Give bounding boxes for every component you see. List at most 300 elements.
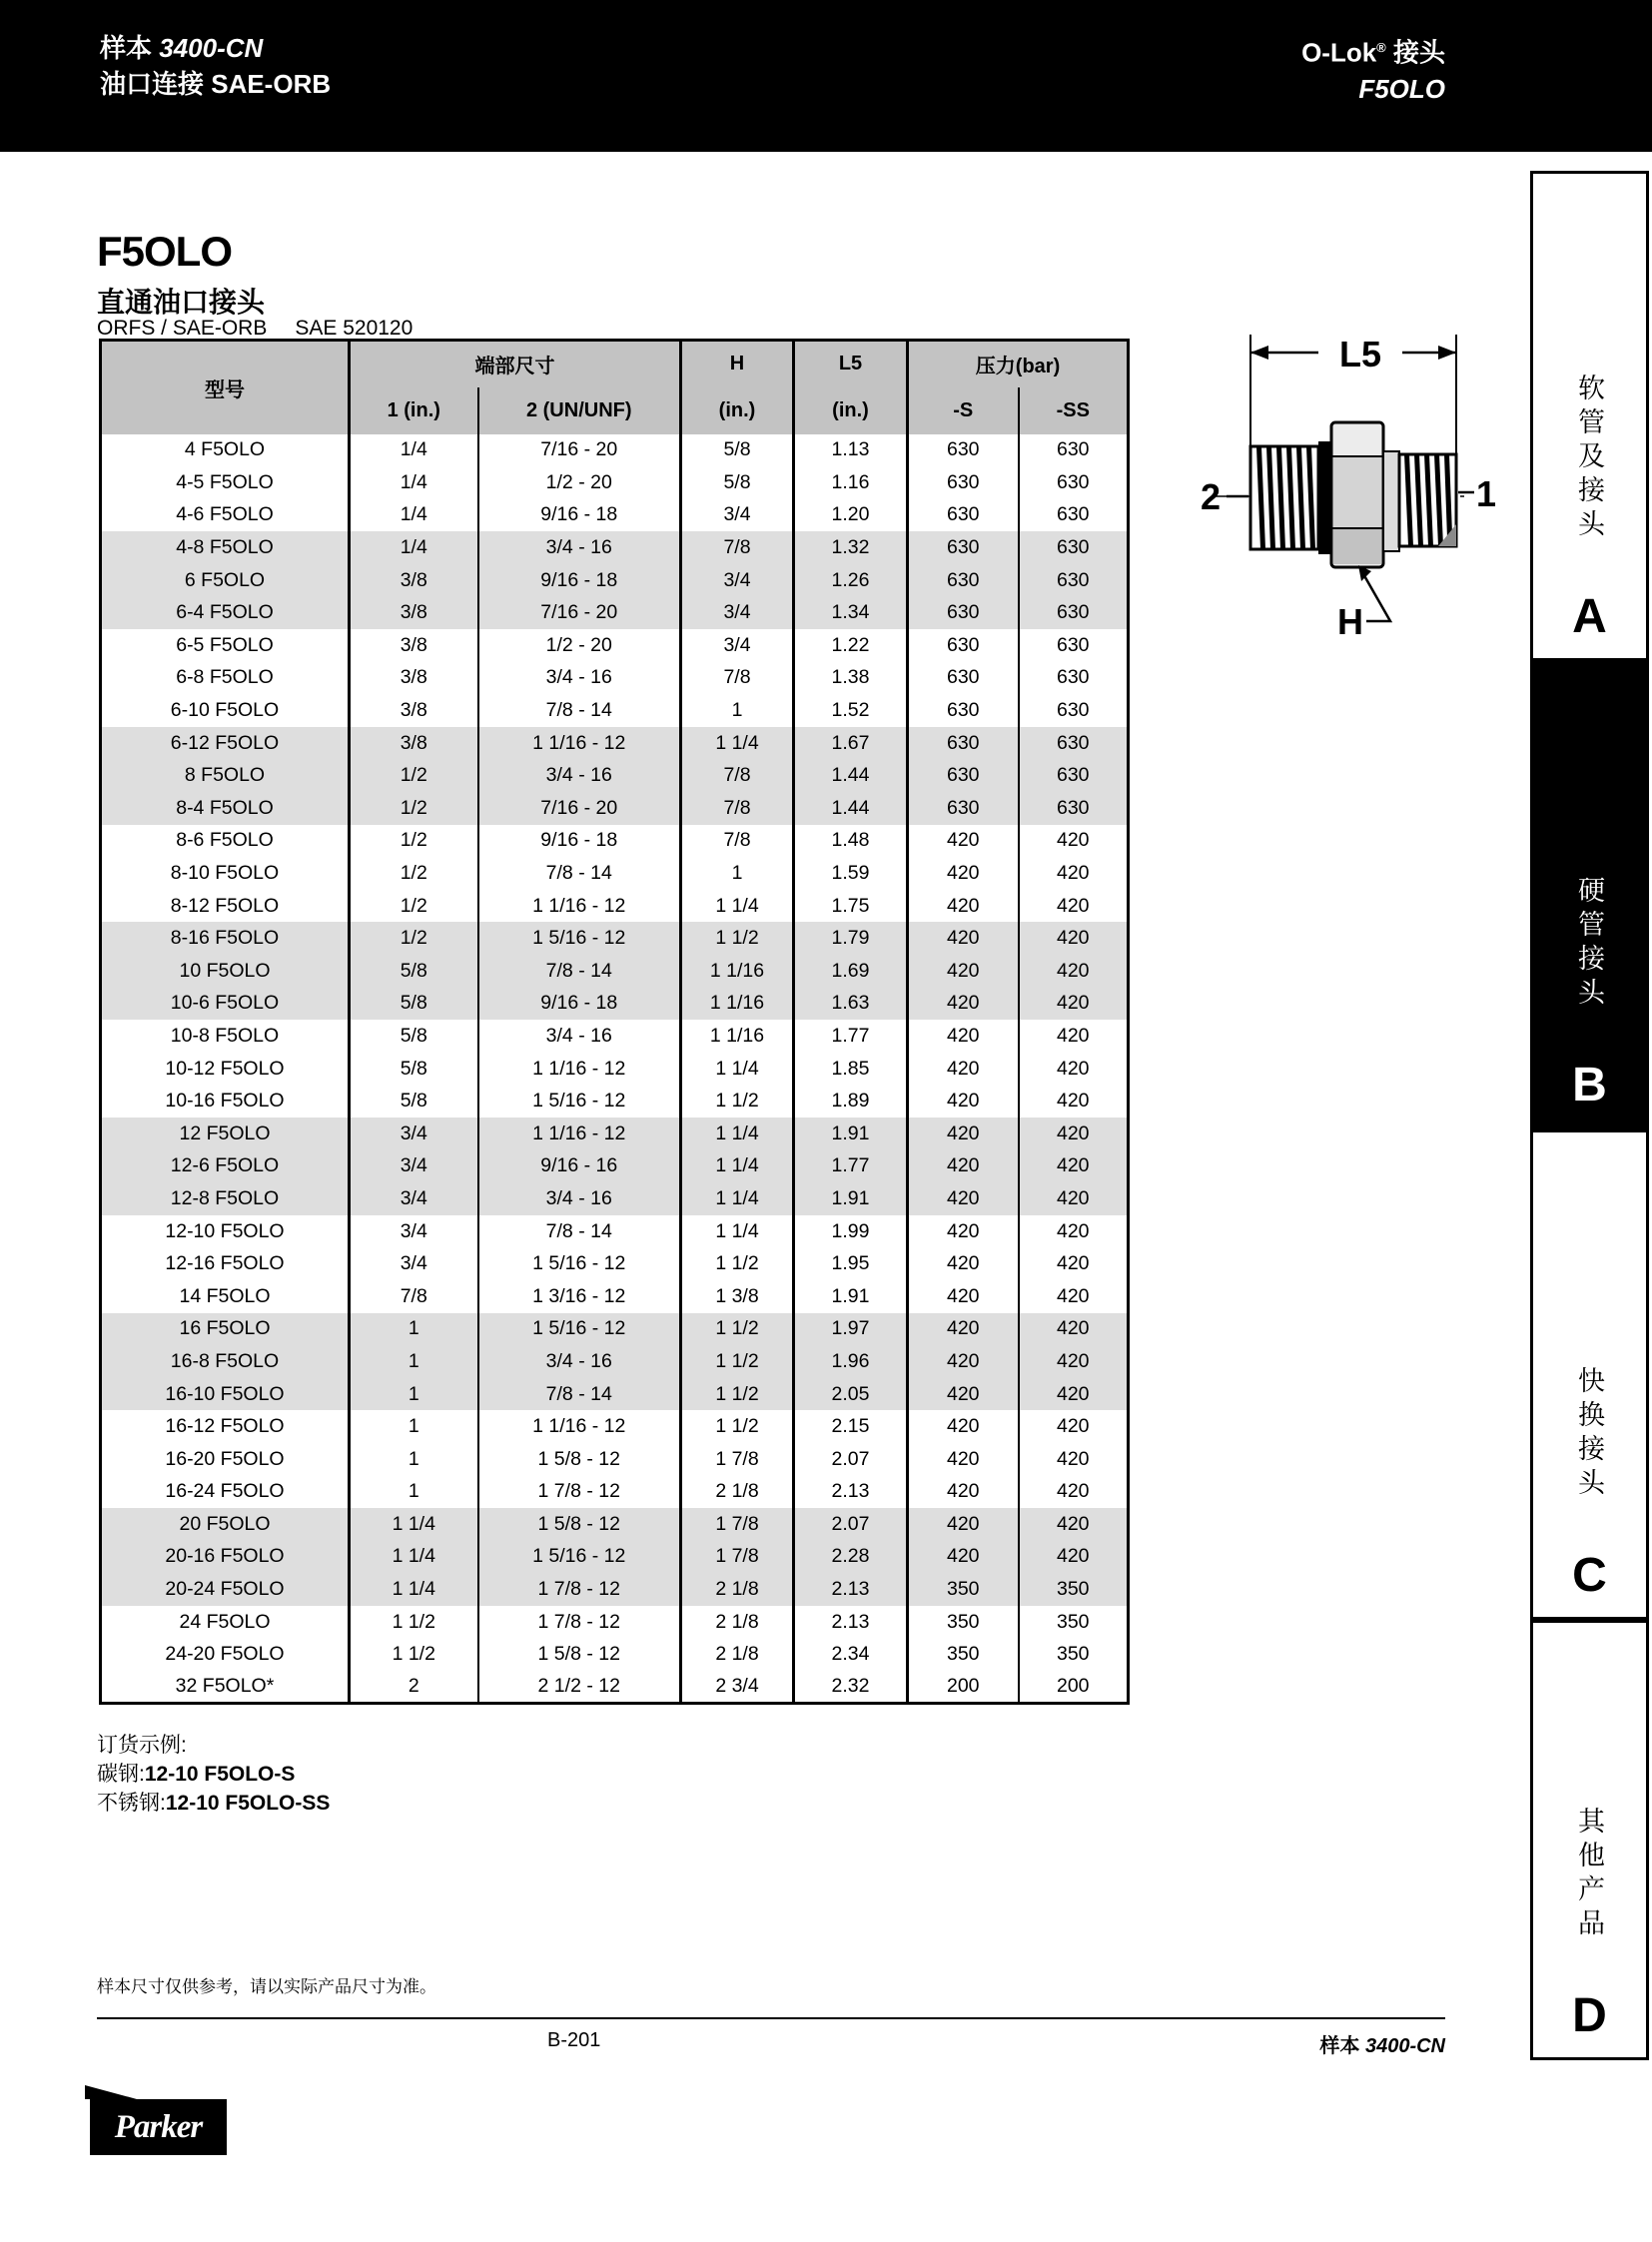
table-cell: 420 — [908, 1443, 1019, 1476]
col-header-model: 型号 — [101, 341, 350, 434]
table-cell: 1 1/2 — [681, 1247, 794, 1280]
table-row — [101, 662, 1129, 695]
table-cell: 1.44 — [794, 759, 908, 792]
table-cell: 1 1/4 — [350, 1573, 478, 1606]
table-cell: 420 — [908, 1150, 1019, 1183]
table-cell: 350 — [1019, 1638, 1129, 1671]
table-cell: 420 — [1019, 955, 1129, 988]
table-row — [101, 792, 1129, 825]
table-cell: 1 — [350, 1410, 478, 1443]
table-cell: 3/4 — [681, 596, 794, 629]
table-cell: 3/8 — [350, 596, 478, 629]
table-cell: 3/4 — [350, 1118, 478, 1150]
table-cell: 420 — [1019, 1118, 1129, 1150]
table-cell: 420 — [1019, 1020, 1129, 1053]
table-cell: 2 3/4 — [681, 1671, 794, 1704]
table-cell: 1.75 — [794, 890, 908, 923]
table-cell: 20-16 F5OLO — [101, 1541, 350, 1574]
table-cell: 6-8 F5OLO — [176, 666, 274, 689]
sidebar-tab-label: 其他产品 — [1574, 1807, 1604, 1942]
table-cell: 6-4 F5OLO — [101, 596, 350, 629]
table-cell: 1.67 — [794, 727, 908, 760]
table-cell: 3/8 — [350, 564, 478, 597]
order-example-title: 订货示例: — [97, 1734, 187, 1757]
table-cell: 420 — [1019, 1345, 1129, 1378]
table-cell: 1 7/8 - 12 — [478, 1606, 681, 1639]
table-cell: 4-8 F5OLO — [101, 531, 350, 564]
table-row — [101, 1410, 1129, 1443]
order-example-carbon — [97, 1760, 330, 1789]
table-row — [101, 1313, 1129, 1346]
table-cell: 1 1/16 — [681, 1020, 794, 1053]
page-title: F5OLO — [97, 228, 233, 275]
table-cell: 6 F5OLO — [101, 564, 350, 597]
table-cell: 3/4 — [681, 629, 794, 662]
port-1-label: 1 — [1475, 473, 1497, 514]
table-cell: 1.44 — [794, 792, 908, 825]
table-cell: 3/4 — [681, 564, 794, 597]
table-cell: 1.96 — [794, 1345, 908, 1378]
brand-line — [1301, 30, 1445, 71]
table-cell: 420 — [908, 1378, 1019, 1411]
table-cell: 20-24 F5OLO — [101, 1573, 350, 1606]
table-cell: 1/2 — [350, 825, 478, 858]
table-row — [101, 434, 1129, 467]
table-cell: 420 — [1019, 1541, 1129, 1574]
table-cell: 9/16 - 16 — [478, 1150, 681, 1183]
table-row — [101, 531, 1129, 564]
table-cell: 2.28 — [794, 1541, 908, 1574]
table-cell: 630 — [908, 466, 1019, 499]
table-cell: 2 1/8 — [681, 1638, 794, 1671]
table-cell: 1 — [350, 1476, 478, 1509]
col-header-end2: 2 (UN/UNF) — [478, 387, 681, 434]
table-cell: 9/16 - 18 — [478, 988, 681, 1021]
table-cell: 420 — [908, 890, 1019, 923]
table-cell: 1 1/2 — [681, 922, 794, 955]
table-cell: 630 — [1019, 596, 1129, 629]
table-cell: 8-16 F5OLO — [101, 922, 350, 955]
table-cell: 1 — [681, 857, 794, 890]
table-cell: 3/8 — [350, 694, 478, 727]
table-cell: 8-12 F5OLO — [170, 894, 280, 917]
table-cell: 8-6 F5OLO — [176, 829, 274, 852]
table-cell: 3/4 — [350, 1150, 478, 1183]
table-cell: 1 1/4 — [681, 1182, 794, 1215]
parker-logo-box — [90, 2099, 227, 2155]
table-cell: 5/8 — [350, 955, 478, 988]
table-cell: 1 1/16 - 12 — [478, 1410, 681, 1443]
table-row — [101, 1345, 1129, 1378]
table-cell: 420 — [908, 1410, 1019, 1443]
table-cell: 1.69 — [794, 955, 908, 988]
table-cell: 16-24 F5OLO — [165, 1480, 285, 1503]
table-row — [101, 1378, 1129, 1411]
table-cell: 1 5/8 - 12 — [478, 1508, 681, 1541]
table-cell: 9/16 - 18 — [478, 825, 681, 858]
table-cell: 16-12 F5OLO — [165, 1415, 285, 1438]
table-cell: 1 1/2 — [681, 1345, 794, 1378]
table-row — [101, 857, 1129, 890]
product-spec — [97, 317, 413, 341]
order-example — [97, 1731, 330, 1818]
table-cell: 5/8 — [350, 1053, 478, 1086]
catalog-label: 样本 — [100, 33, 153, 63]
table-cell: 1 1/2 — [681, 1410, 794, 1443]
table-cell: 1.34 — [794, 596, 908, 629]
table-cell: 420 — [1019, 1150, 1129, 1183]
table-cell: 630 — [908, 499, 1019, 532]
table-cell: 420 — [1019, 1247, 1129, 1280]
table-cell: 1.77 — [794, 1150, 908, 1183]
table-cell: 420 — [1019, 1313, 1129, 1346]
col-header-end-size: 端部尺寸 — [350, 341, 681, 387]
table-cell: 1.85 — [794, 1053, 908, 1086]
table-cell: 1/2 — [350, 759, 478, 792]
table-cell: 350 — [908, 1606, 1019, 1639]
table-cell: 1 1/16 - 12 — [478, 1053, 681, 1086]
table-cell: 2.07 — [794, 1443, 908, 1476]
table-cell: 420 — [1019, 1215, 1129, 1248]
table-row — [101, 922, 1129, 955]
table-cell: 7/16 - 20 — [478, 434, 681, 467]
table-cell: 1/2 — [350, 857, 478, 890]
table-cell: 1 1/16 - 12 — [478, 890, 681, 923]
table-cell: 1.48 — [794, 825, 908, 858]
table-cell: 7/8 — [350, 1280, 478, 1313]
table-row — [101, 890, 1129, 923]
col-header-ss: -SS — [1019, 387, 1129, 434]
table-cell: 1 5/8 - 12 — [478, 1443, 681, 1476]
table-cell: 2.05 — [794, 1378, 908, 1411]
fitting-diagram — [1169, 325, 1508, 654]
table-cell: 1.63 — [794, 988, 908, 1021]
table-cell: 1/4 — [350, 499, 478, 532]
table-row — [101, 1150, 1129, 1183]
table-cell: 1.38 — [794, 662, 908, 695]
table-cell: 9/16 - 18 — [478, 499, 681, 532]
table-row — [101, 759, 1129, 792]
table-cell: 8-10 F5OLO — [170, 862, 280, 885]
col-header-end1: 1 (in.) — [350, 387, 478, 434]
carbon-steel-label: 碳钢: — [97, 1763, 145, 1786]
table-cell: 1 5/8 - 12 — [478, 1638, 681, 1671]
table-row — [101, 1671, 1129, 1704]
sidebar-tab-hose-fittings — [1530, 171, 1649, 661]
table-cell: 2.15 — [794, 1410, 908, 1443]
brand-suffix: 接头 — [1385, 37, 1445, 68]
table-cell: 1 — [350, 1378, 478, 1411]
table-cell: 5/8 — [350, 1020, 478, 1053]
sidebar-tab-letter: A — [1572, 590, 1607, 643]
table-cell: 12-6 F5OLO — [101, 1150, 350, 1183]
table-cell: 16-10 F5OLO — [101, 1378, 350, 1411]
table-cell: 1.77 — [794, 1020, 908, 1053]
table-cell: 1.20 — [794, 499, 908, 532]
sidebar-tab-label: 快换接头 — [1574, 1366, 1604, 1502]
table-cell: 1 1/16 — [681, 955, 794, 988]
sidebar-tab-label: 软管及接头 — [1574, 374, 1604, 543]
table-cell: 6-5 F5OLO — [176, 633, 274, 656]
table-row — [101, 629, 1129, 662]
table-row — [101, 1053, 1129, 1086]
page-number: B-201 — [547, 2029, 601, 2051]
table-cell: 16-20 F5OLO — [165, 1447, 285, 1470]
table-cell: 420 — [1019, 1378, 1129, 1411]
table-cell: 1 1/4 — [681, 1118, 794, 1150]
table-cell: 630 — [1019, 629, 1129, 662]
table-cell: 7/8 - 14 — [478, 857, 681, 890]
table-cell: 2.32 — [794, 1671, 908, 1704]
table-cell: 630 — [1019, 466, 1129, 499]
table-row — [101, 596, 1129, 629]
table-row — [101, 694, 1129, 727]
table-cell: 3/4 - 16 — [478, 1020, 681, 1053]
table-cell: 7/8 — [681, 759, 794, 792]
table-cell: 10 F5OLO — [101, 955, 350, 988]
hex-h-label: H — [1337, 601, 1363, 642]
h-leader-line — [1362, 572, 1390, 621]
table-cell: 630 — [1019, 434, 1129, 467]
table-cell: 1 1/16 — [681, 988, 794, 1021]
table-cell: 5/8 — [681, 434, 794, 467]
sidebar-tab-other-products — [1530, 1620, 1649, 2060]
table-cell: 420 — [1019, 988, 1129, 1021]
table-row — [101, 825, 1129, 858]
header-subtitle: 油口连接 SAE-ORB — [100, 69, 332, 99]
table-cell: 1 5/16 - 12 — [478, 1247, 681, 1280]
header-model: F5OLO — [1358, 73, 1445, 104]
table-cell: 2.13 — [794, 1606, 908, 1639]
table-cell: 1/2 — [350, 890, 478, 923]
table-row — [101, 1638, 1129, 1671]
spec-sae: SAE 520120 — [295, 317, 413, 340]
table-cell: 1 1/16 - 12 — [478, 1118, 681, 1150]
table-cell: 3/4 - 16 — [478, 531, 681, 564]
table-cell: 630 — [1019, 499, 1129, 532]
table-cell: 1 — [350, 1345, 478, 1378]
table-row — [101, 1085, 1129, 1118]
table-cell: 16-8 F5OLO — [101, 1345, 350, 1378]
table-cell: 1/4 — [350, 531, 478, 564]
table-cell: 3/4 — [681, 499, 794, 532]
table-cell: 3/8 — [350, 629, 478, 662]
header-right — [1301, 30, 1445, 107]
table-cell: 1.59 — [794, 857, 908, 890]
table-cell: 420 — [1019, 1508, 1129, 1541]
table-cell: 7/8 - 14 — [478, 955, 681, 988]
table-row — [101, 564, 1129, 597]
table-cell: 1.89 — [794, 1085, 908, 1118]
table-cell: 420 — [908, 1345, 1019, 1378]
table-cell: 1 3/16 - 12 — [478, 1280, 681, 1313]
table-cell: 2 1/8 — [681, 1476, 794, 1509]
footer-catalog-code: 3400-CN — [1364, 2035, 1445, 2057]
table-cell: 3/4 - 16 — [478, 759, 681, 792]
table-cell: 7/8 — [681, 825, 794, 858]
table-cell: 630 — [908, 662, 1019, 695]
table-cell: 4-5 F5OLO — [176, 470, 274, 493]
table-cell: 3/4 - 16 — [478, 662, 681, 695]
table-cell: 1 1/4 — [681, 1215, 794, 1248]
table-cell: 1 1/2 — [681, 1085, 794, 1118]
table-cell: 2 — [350, 1671, 478, 1704]
footer-catalog-label: 样本 — [1319, 2035, 1360, 2057]
table-cell: 630 — [908, 694, 1019, 727]
table-cell: 1 5/16 - 12 — [478, 1541, 681, 1574]
table-cell: 1 1/2 — [681, 1313, 794, 1346]
table-cell: 420 — [908, 1541, 1019, 1574]
table-cell: 1 — [350, 1313, 478, 1346]
footer-rule — [97, 2017, 1445, 2019]
table-cell: 20 F5OLO — [101, 1508, 350, 1541]
table-cell: 2.13 — [794, 1476, 908, 1509]
table-row — [101, 499, 1129, 532]
table-cell: 420 — [1019, 1443, 1129, 1476]
table-row — [101, 466, 1129, 499]
table-cell: 4 F5OLO — [184, 438, 266, 461]
table-cell: 5/8 — [350, 988, 478, 1021]
col-header-l5: L5 — [794, 341, 908, 387]
table-cell: 420 — [908, 825, 1019, 858]
table-cell: 420 — [1019, 1410, 1129, 1443]
table-cell: 350 — [1019, 1573, 1129, 1606]
sidebar-tab-label: 硬管接头 — [1574, 876, 1604, 1012]
col-header-h: H — [681, 341, 794, 387]
table-cell: 420 — [1019, 1476, 1129, 1509]
table-row — [101, 1020, 1129, 1053]
table-cell: 6-10 F5OLO — [170, 699, 280, 722]
order-example-stainless — [97, 1789, 330, 1818]
table-row — [101, 988, 1129, 1021]
table-cell: 10-8 F5OLO — [170, 1024, 280, 1047]
table-row — [101, 1443, 1129, 1476]
col-header-h-unit: (in.) — [681, 387, 794, 434]
parker-wordmark: Parker — [114, 2108, 203, 2145]
table-cell: 420 — [1019, 857, 1129, 890]
table-row — [101, 955, 1129, 988]
table-cell: 630 — [908, 434, 1019, 467]
table-cell: 9/16 - 18 — [478, 564, 681, 597]
table-cell: 10-16 F5OLO — [165, 1090, 285, 1113]
dim-arrow-left — [1250, 346, 1268, 360]
table-cell: 420 — [1019, 1280, 1129, 1313]
table-cell: 1 1/2 — [681, 1378, 794, 1411]
table-cell: 1 1/4 — [681, 727, 794, 760]
table-cell: 350 — [908, 1573, 1019, 1606]
table-cell: 2.13 — [794, 1573, 908, 1606]
table-cell: 2 1/8 — [681, 1606, 794, 1639]
table-cell: 630 — [1019, 531, 1129, 564]
table-cell: 1 1/4 — [350, 1508, 478, 1541]
table-cell: 420 — [908, 1085, 1019, 1118]
hex-facet-bottom — [1333, 528, 1381, 564]
table-cell: 1 5/16 - 12 — [478, 922, 681, 955]
table-cell: 1.91 — [794, 1182, 908, 1215]
table-cell: 1/2 - 20 — [478, 466, 681, 499]
table-cell: 2 1/8 — [681, 1573, 794, 1606]
table-cell: 14 F5OLO — [179, 1284, 271, 1307]
table-cell: 630 — [908, 596, 1019, 629]
table-cell: 420 — [908, 1280, 1019, 1313]
catalog-title — [100, 30, 331, 66]
hex-facet-mid — [1333, 456, 1381, 528]
table-cell: 1.16 — [794, 466, 908, 499]
table-cell: 1.22 — [794, 629, 908, 662]
table-cell: 1.52 — [794, 694, 908, 727]
table-cell: 7/8 — [681, 531, 794, 564]
table-cell: 2.07 — [794, 1508, 908, 1541]
table-cell: 1 3/8 — [681, 1280, 794, 1313]
table-row — [101, 1280, 1129, 1313]
table-cell: 2.34 — [794, 1638, 908, 1671]
table-cell: 16 F5OLO — [101, 1313, 350, 1346]
table-cell: 7/8 — [681, 662, 794, 695]
table-cell: 4-6 F5OLO — [176, 503, 274, 526]
table-cell: 1/2 — [350, 922, 478, 955]
registered-mark: ® — [1376, 40, 1386, 55]
sidebar-tab-letter: C — [1572, 1549, 1607, 1602]
table-cell: 1.13 — [794, 434, 908, 467]
header-left — [100, 30, 331, 102]
table-cell: 420 — [908, 1053, 1019, 1086]
table-cell: 630 — [1019, 759, 1129, 792]
sidebar-tab-letter: B — [1572, 1059, 1607, 1112]
sidebar-tab-letter: D — [1572, 1989, 1607, 2042]
table-cell: 420 — [908, 988, 1019, 1021]
table-row — [101, 727, 1129, 760]
col-header-pressure: 压力(bar) — [908, 341, 1129, 387]
dim-l5-label: L5 — [1338, 334, 1382, 374]
table-cell: 420 — [908, 1118, 1019, 1150]
col-header-l5-unit: (in.) — [794, 387, 908, 434]
table-cell: 12-8 F5OLO — [101, 1182, 350, 1215]
table-cell: 24 F5OLO — [179, 1610, 271, 1633]
table-cell: 350 — [1019, 1606, 1129, 1639]
col-header-s: -S — [908, 387, 1019, 434]
fitting-collar-ring — [1318, 441, 1331, 554]
table-cell: 420 — [1019, 922, 1129, 955]
table-cell: 7/8 - 14 — [478, 1378, 681, 1411]
table-cell: 1/2 — [350, 792, 478, 825]
product-name: 直通油口接头 — [97, 287, 266, 318]
table-row — [101, 1541, 1129, 1574]
table-cell: 1.97 — [794, 1313, 908, 1346]
spec-table-header — [101, 341, 1129, 434]
table-cell: 420 — [908, 1182, 1019, 1215]
table-cell: 1 7/8 — [681, 1443, 794, 1476]
catalog-code: 3400-CN — [159, 33, 264, 63]
table-cell: 200 — [1019, 1671, 1129, 1704]
table-cell: 1.26 — [794, 564, 908, 597]
table-cell: 1 1/2 — [350, 1606, 478, 1639]
table-row — [101, 1182, 1129, 1215]
sidebar-tab-tube-fittings — [1530, 661, 1649, 1129]
table-row — [101, 1508, 1129, 1541]
table-cell: 5/8 — [350, 1085, 478, 1118]
table-cell: 3/4 — [350, 1247, 478, 1280]
table-cell: 7/8 - 14 — [478, 694, 681, 727]
table-cell: 630 — [1019, 662, 1129, 695]
table-cell: 3/4 - 16 — [478, 1345, 681, 1378]
table-cell: 420 — [1019, 1085, 1129, 1118]
parker-logo-flag-icon — [85, 2085, 137, 2099]
table-cell: 630 — [908, 564, 1019, 597]
table-cell: 420 — [1019, 1053, 1129, 1086]
table-cell: 1 7/8 — [681, 1541, 794, 1574]
table-cell: 8-4 F5OLO — [101, 792, 350, 825]
table-cell: 1 7/8 - 12 — [478, 1573, 681, 1606]
